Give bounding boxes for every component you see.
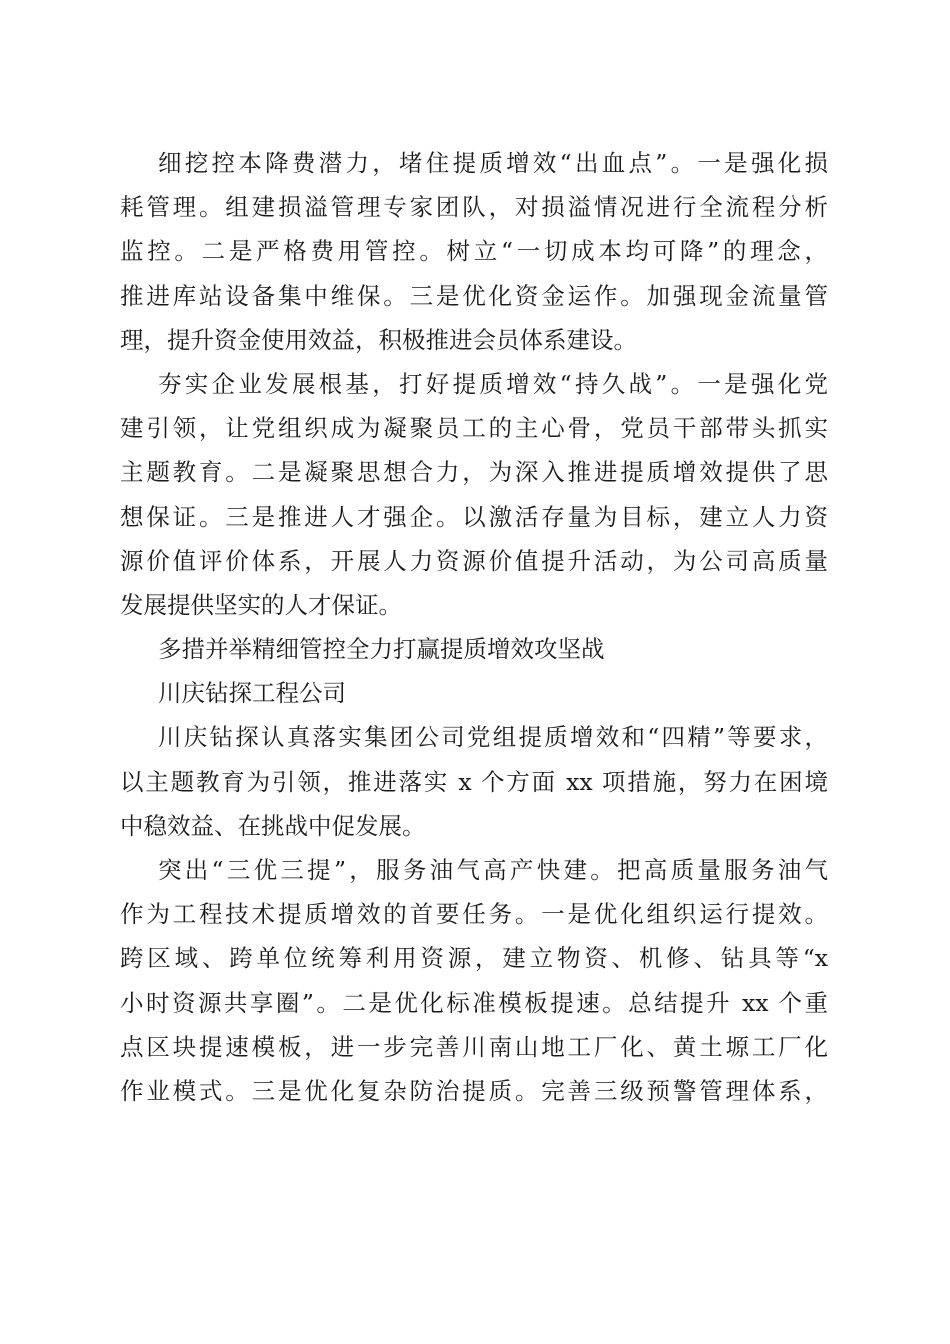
text-line: 作为工程技术提质增效的首要任务。一是优化组织运行提效。 bbox=[120, 900, 828, 929]
text-line: 监控。二是严格费用管控。树立“一切成本均可降”的理念， bbox=[120, 237, 828, 266]
text-line: 中稳效益、在挑战中促发展。 bbox=[120, 811, 426, 840]
text-line: 点区块提速模板，进一步完善川南山地工厂化、黄土塬工厂化 bbox=[120, 1032, 828, 1061]
text-line: 主题教育。二是凝聚思想合力，为深入推进提质增效提供了思 bbox=[120, 458, 828, 487]
text-line: 作业模式。三是优化复杂防治提质。完善三级预警管理体系， bbox=[120, 1076, 828, 1105]
text-line: 川庆钻探认真落实集团公司党组提质增效和“四精”等要求， bbox=[158, 723, 828, 752]
text-line: 以主题教育为引领，推进落实 x 个方面 xx 项措施，努力在困境 bbox=[120, 767, 828, 796]
text-line: 小时资源共享圈”。二是优化标准模板提速。总结提升 xx 个重 bbox=[120, 988, 828, 1017]
text-line: 突出“三优三提”，服务油气高产快建。把高质量服务油气 bbox=[158, 856, 828, 884]
text-line: 建引领，让党组织成为凝聚员工的主心骨，党员干部带头抓实 bbox=[120, 414, 828, 443]
text-line: 细挖控本降费潜力，堵住提质增效“出血点”。一是强化损 bbox=[158, 149, 828, 177]
text-line: 理，提升资金使用效益，积极推进会员体系建设。 bbox=[120, 325, 637, 354]
text-line: 夯实企业发展根基，打好提质增效“持久战”。一是强化党 bbox=[158, 369, 828, 398]
text-line: 耗管理。组建损溢管理专家团队，对损溢情况进行全流程分析 bbox=[120, 193, 828, 222]
text-line: 跨区域、跨单位统筹利用资源，建立物资、机修、钻具等“x bbox=[120, 944, 828, 973]
paragraph-cost-control bbox=[120, 141, 828, 362]
company-name-text: 川庆钻探工程公司 bbox=[158, 679, 346, 708]
paragraph-foundation bbox=[120, 362, 828, 627]
paragraph-three-optimizations bbox=[120, 848, 828, 1113]
document-body bbox=[120, 141, 828, 1113]
company-name bbox=[120, 671, 828, 715]
text-line: 想保证。三是推进人才强企。以激活存量为目标，建立人力资 bbox=[120, 502, 828, 531]
section-title bbox=[120, 627, 828, 671]
text-line: 源价值评价体系，开展人力资源价值提升活动，为公司高质量 bbox=[120, 546, 828, 575]
paragraph-intro bbox=[120, 715, 828, 848]
section-title-text: 多措并举精细管控全力打赢提质增效攻坚战 bbox=[158, 635, 605, 664]
text-line: 发展提供坚实的人才保证。 bbox=[120, 590, 402, 619]
text-line: 推进库站设备集中维保。三是优化资金运作。加强现金流量管 bbox=[120, 281, 828, 310]
